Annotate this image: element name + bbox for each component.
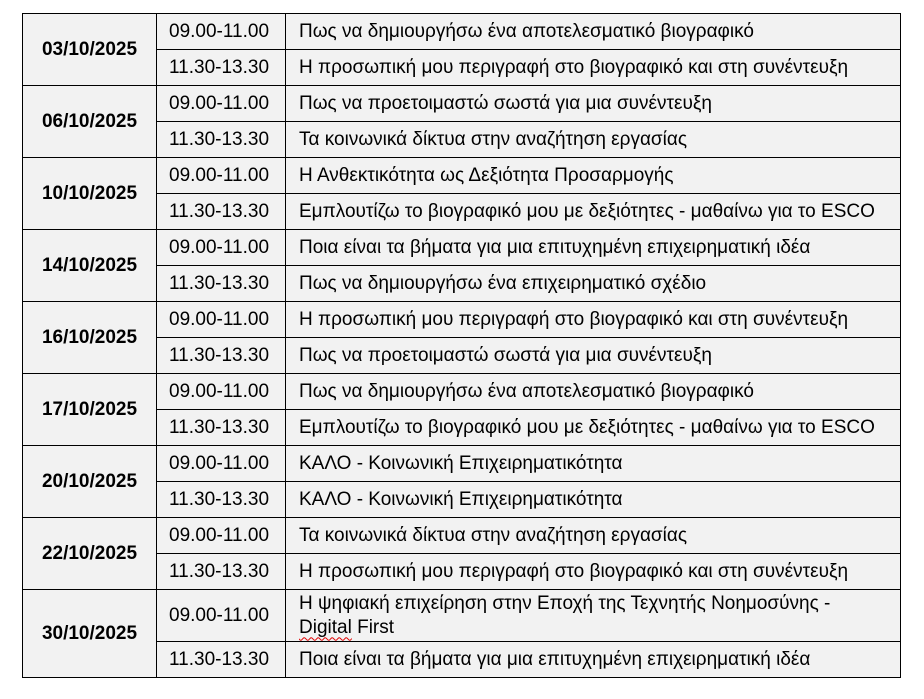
schedule-row: [23, 590, 901, 642]
schedule-row: [23, 230, 901, 266]
topic-cell: Η προσωπική μου περιγραφή στο βιογραφικό και στη συνέντευξη: [286, 302, 901, 338]
schedule-row: [23, 518, 901, 554]
time-cell: 11.30-13.30: [157, 482, 286, 518]
schedule-row: [23, 374, 901, 410]
topic-cell: Πως να δημιουργήσω ένα επιχειρηματικό σχέδιο: [286, 266, 901, 302]
date-cell: 20/10/2025: [23, 446, 157, 518]
topic-cell: Πως να δημιουργήσω ένα αποτελεσματικό βιογραφικό: [286, 14, 901, 50]
topic-cell: Η Ανθεκτικότητα ως Δεξιότητα Προσαρμογής: [286, 158, 901, 194]
time-cell: 11.30-13.30: [157, 122, 286, 158]
schedule-row: [23, 14, 901, 50]
time-cell: 09.00-11.00: [157, 302, 286, 338]
time-cell: 09.00-11.00: [157, 374, 286, 410]
time-cell: 11.30-13.30: [157, 50, 286, 86]
date-cell: 10/10/2025: [23, 158, 157, 230]
topic-cell: ΚΑΛΟ - Κοινωνική Επιχειρηματικότητα: [286, 482, 901, 518]
time-cell: 09.00-11.00: [157, 230, 286, 266]
date-cell: 22/10/2025: [23, 518, 157, 590]
time-cell: 11.30-13.30: [157, 410, 286, 446]
topic-cell: Πως να προετοιμαστώ σωστά για μια συνέντευξη: [286, 86, 901, 122]
topic-cell: Εμπλουτίζω το βιογραφικό μου με δεξιότητες - μαθαίνω για το ESCO: [286, 194, 901, 230]
time-cell: 11.30-13.30: [157, 554, 286, 590]
topic-cell: [286, 590, 901, 642]
topic-cell: Εμπλουτίζω το βιογραφικό μου με δεξιότητες - μαθαίνω για το ESCO: [286, 410, 901, 446]
topic-text-line2-rest: First: [351, 616, 395, 638]
topic-cell: Πως να προετοιμαστώ σωστά για μια συνέντευξη: [286, 338, 901, 374]
topic-cell: Ποια είναι τα βήματα για μια επιτυχημένη επιχειρηματική ιδέα: [286, 642, 901, 678]
topic-cell: Η προσωπική μου περιγραφή στο βιογραφικό και στη συνέντευξη: [286, 554, 901, 590]
schedule-row: [23, 302, 901, 338]
time-cell: 11.30-13.30: [157, 266, 286, 302]
topic-cell: ΚΑΛΟ - Κοινωνική Επιχειρηματικότητα: [286, 446, 901, 482]
date-cell: 30/10/2025: [23, 590, 157, 678]
time-cell: 09.00-11.00: [157, 158, 286, 194]
schedule-row: [23, 86, 901, 122]
date-cell: 16/10/2025: [23, 302, 157, 374]
time-cell: 11.30-13.30: [157, 338, 286, 374]
topic-text-line1: Η ψηφιακή επιχείρηση στην Εποχή της Τεχνητής Νοημοσύνης -: [299, 593, 831, 615]
schedule-row: [23, 446, 901, 482]
topic-cell: Ποια είναι τα βήματα για μια επιτυχημένη επιχειρηματική ιδέα: [286, 230, 901, 266]
time-cell: 09.00-11.00: [157, 446, 286, 482]
time-cell: 11.30-13.30: [157, 642, 286, 678]
date-cell: 03/10/2025: [23, 14, 157, 86]
topic-cell: Πως να δημιουργήσω ένα αποτελεσματικό βιογραφικό: [286, 374, 901, 410]
schedule-row: [23, 158, 901, 194]
date-cell: 14/10/2025: [23, 230, 157, 302]
topic-cell: Τα κοινωνικά δίκτυα στην αναζήτηση εργασίας: [286, 518, 901, 554]
time-cell: 09.00-11.00: [157, 590, 286, 642]
misspelled-word: Digital: [299, 616, 352, 638]
schedule-table: [22, 13, 901, 678]
date-cell: 06/10/2025: [23, 86, 157, 158]
date-cell: 17/10/2025: [23, 374, 157, 446]
time-cell: 11.30-13.30: [157, 194, 286, 230]
time-cell: 09.00-11.00: [157, 518, 286, 554]
time-cell: 09.00-11.00: [157, 86, 286, 122]
schedule-document: [22, 13, 901, 678]
time-cell: 09.00-11.00: [157, 14, 286, 50]
topic-cell: Η προσωπική μου περιγραφή στο βιογραφικό και στη συνέντευξη: [286, 50, 901, 86]
topic-cell: Τα κοινωνικά δίκτυα στην αναζήτηση εργασίας: [286, 122, 901, 158]
